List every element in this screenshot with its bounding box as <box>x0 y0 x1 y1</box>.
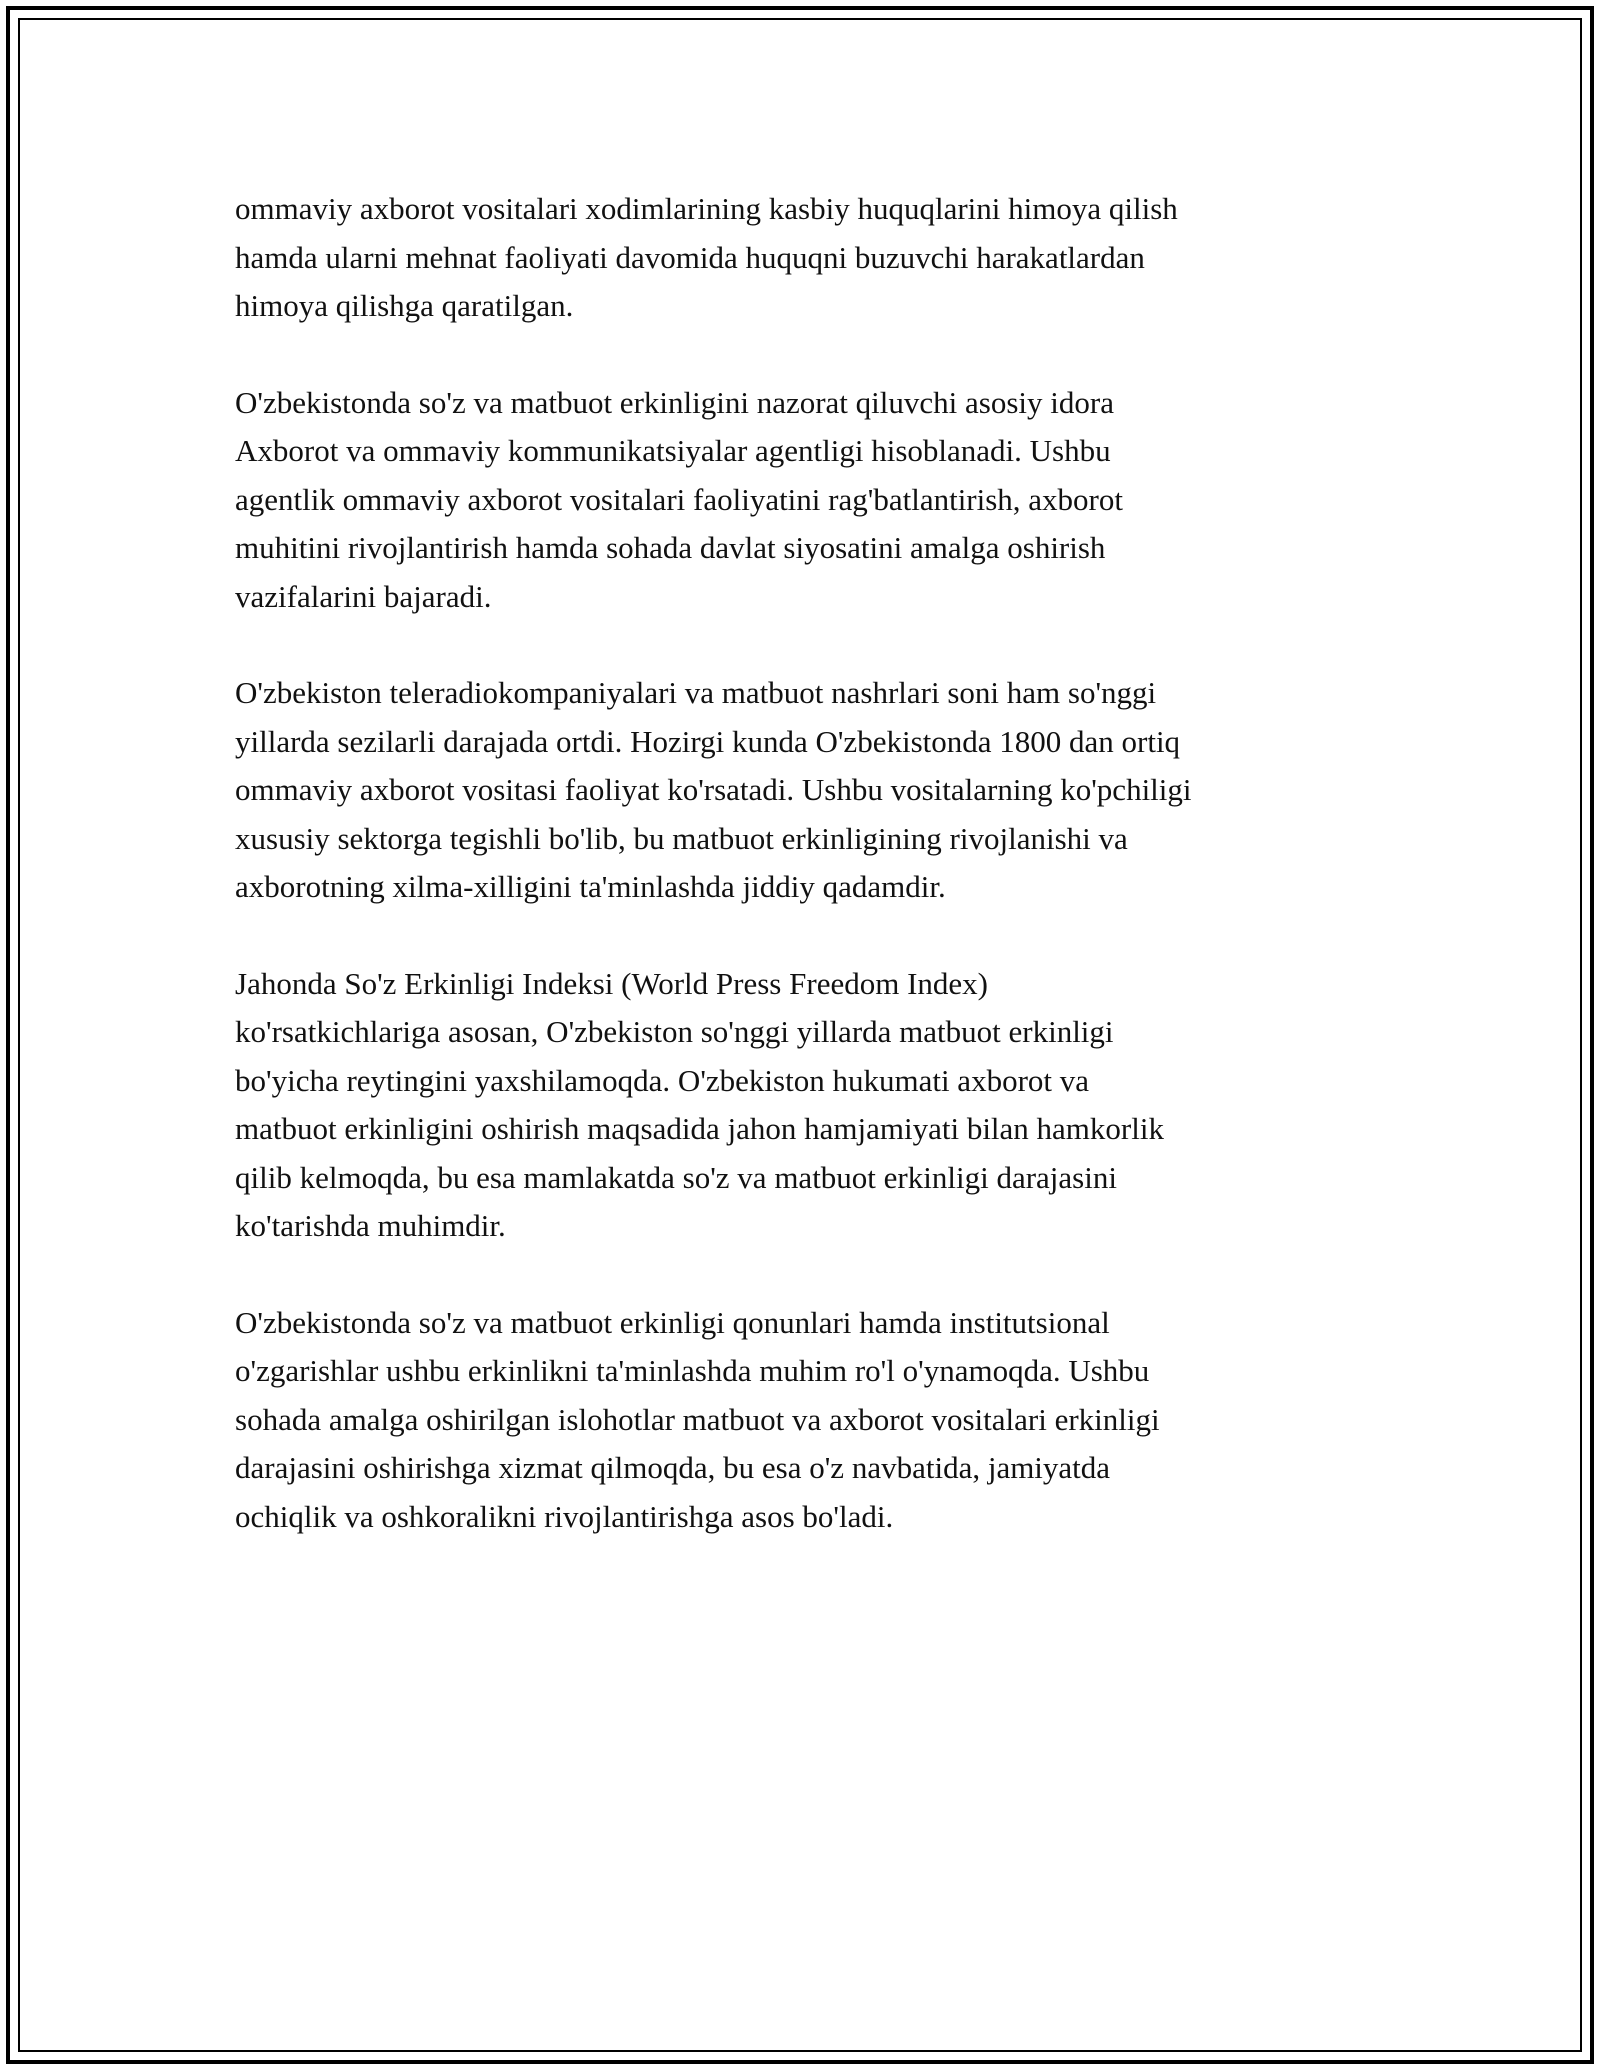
paragraph-5: O'zbekistonda so'z va matbuot erkinligi qonunlari hamda institutsional o'zgarishlar ushbu erkinlikni ta'minlashda muhim ro'l o'ynamoqda. Ushbu sohada amalga oshirilgan islohotlar matbuot va axborot vositalari erkinligi darajasini oshirishga xizmat qilmoqda, bu esa o'z navbatida, jamiyatda ochiqlik va oshkoralikni rivojlantirishga asos bo'ladi. <box>235 1304 1160 1534</box>
paragraph-4: Jahonda So'z Erkinligi Indeksi (World Press Freedom Index) ko'rsatkichlariga asosan, O'zbekiston so'nggi yillarda matbuot erkinligi bo'yicha reytingini yaxshilamoqda. O'zbekiston hukumati axborot va matbuot erkinligini oshirish maqsadida jahon hamjamiyati bilan hamkorlik qilib kelmoqda, bu esa mamlakatda so'z va matbuot erkinligi darajasini ko'tarishda muhimdir. <box>235 965 1164 1243</box>
document-body <box>235 185 1395 1589</box>
paragraph-3: O'zbekiston teleradiokompaniyalari va matbuot nashrlari soni ham so'nggi yillarda sezilarli darajada ortdi. Hozirgi kunda O'zbekistonda 1800 dan ortiq ommaviy axborot vositasi faoliyat ko'rsatadi. Ushbu vositalarning ko'pchiligi xususiy sektorga tegishli bo'lib, bu matbuot erkinligining rivojlanishi va axborotning xilma-xilligini ta'minlashda jiddiy qadamdir. <box>235 675 1192 904</box>
paragraph-2: O'zbekistonda so'z va matbuot erkinligini nazorat qiluvchi asosiy idora Axborot va ommaviy kommunikatsiyalar agentligi hisoblanadi. Ushbu agentlik ommaviy axborot vositalari faoliyatini rag'batlantirish, axborot muhitini rivojlantirish hamda sohada davlat siyosatini amalga oshirish vazifalarini bajaradi. <box>235 384 1123 614</box>
paragraph-1: ommaviy axborot vositalari xodimlarining kasbiy huquqlarini himoya qilish hamda ularni mehnat faoliyati davomida huquqni buzuvchi harakatlardan himoya qilishga qaratilgan. <box>235 191 1178 323</box>
